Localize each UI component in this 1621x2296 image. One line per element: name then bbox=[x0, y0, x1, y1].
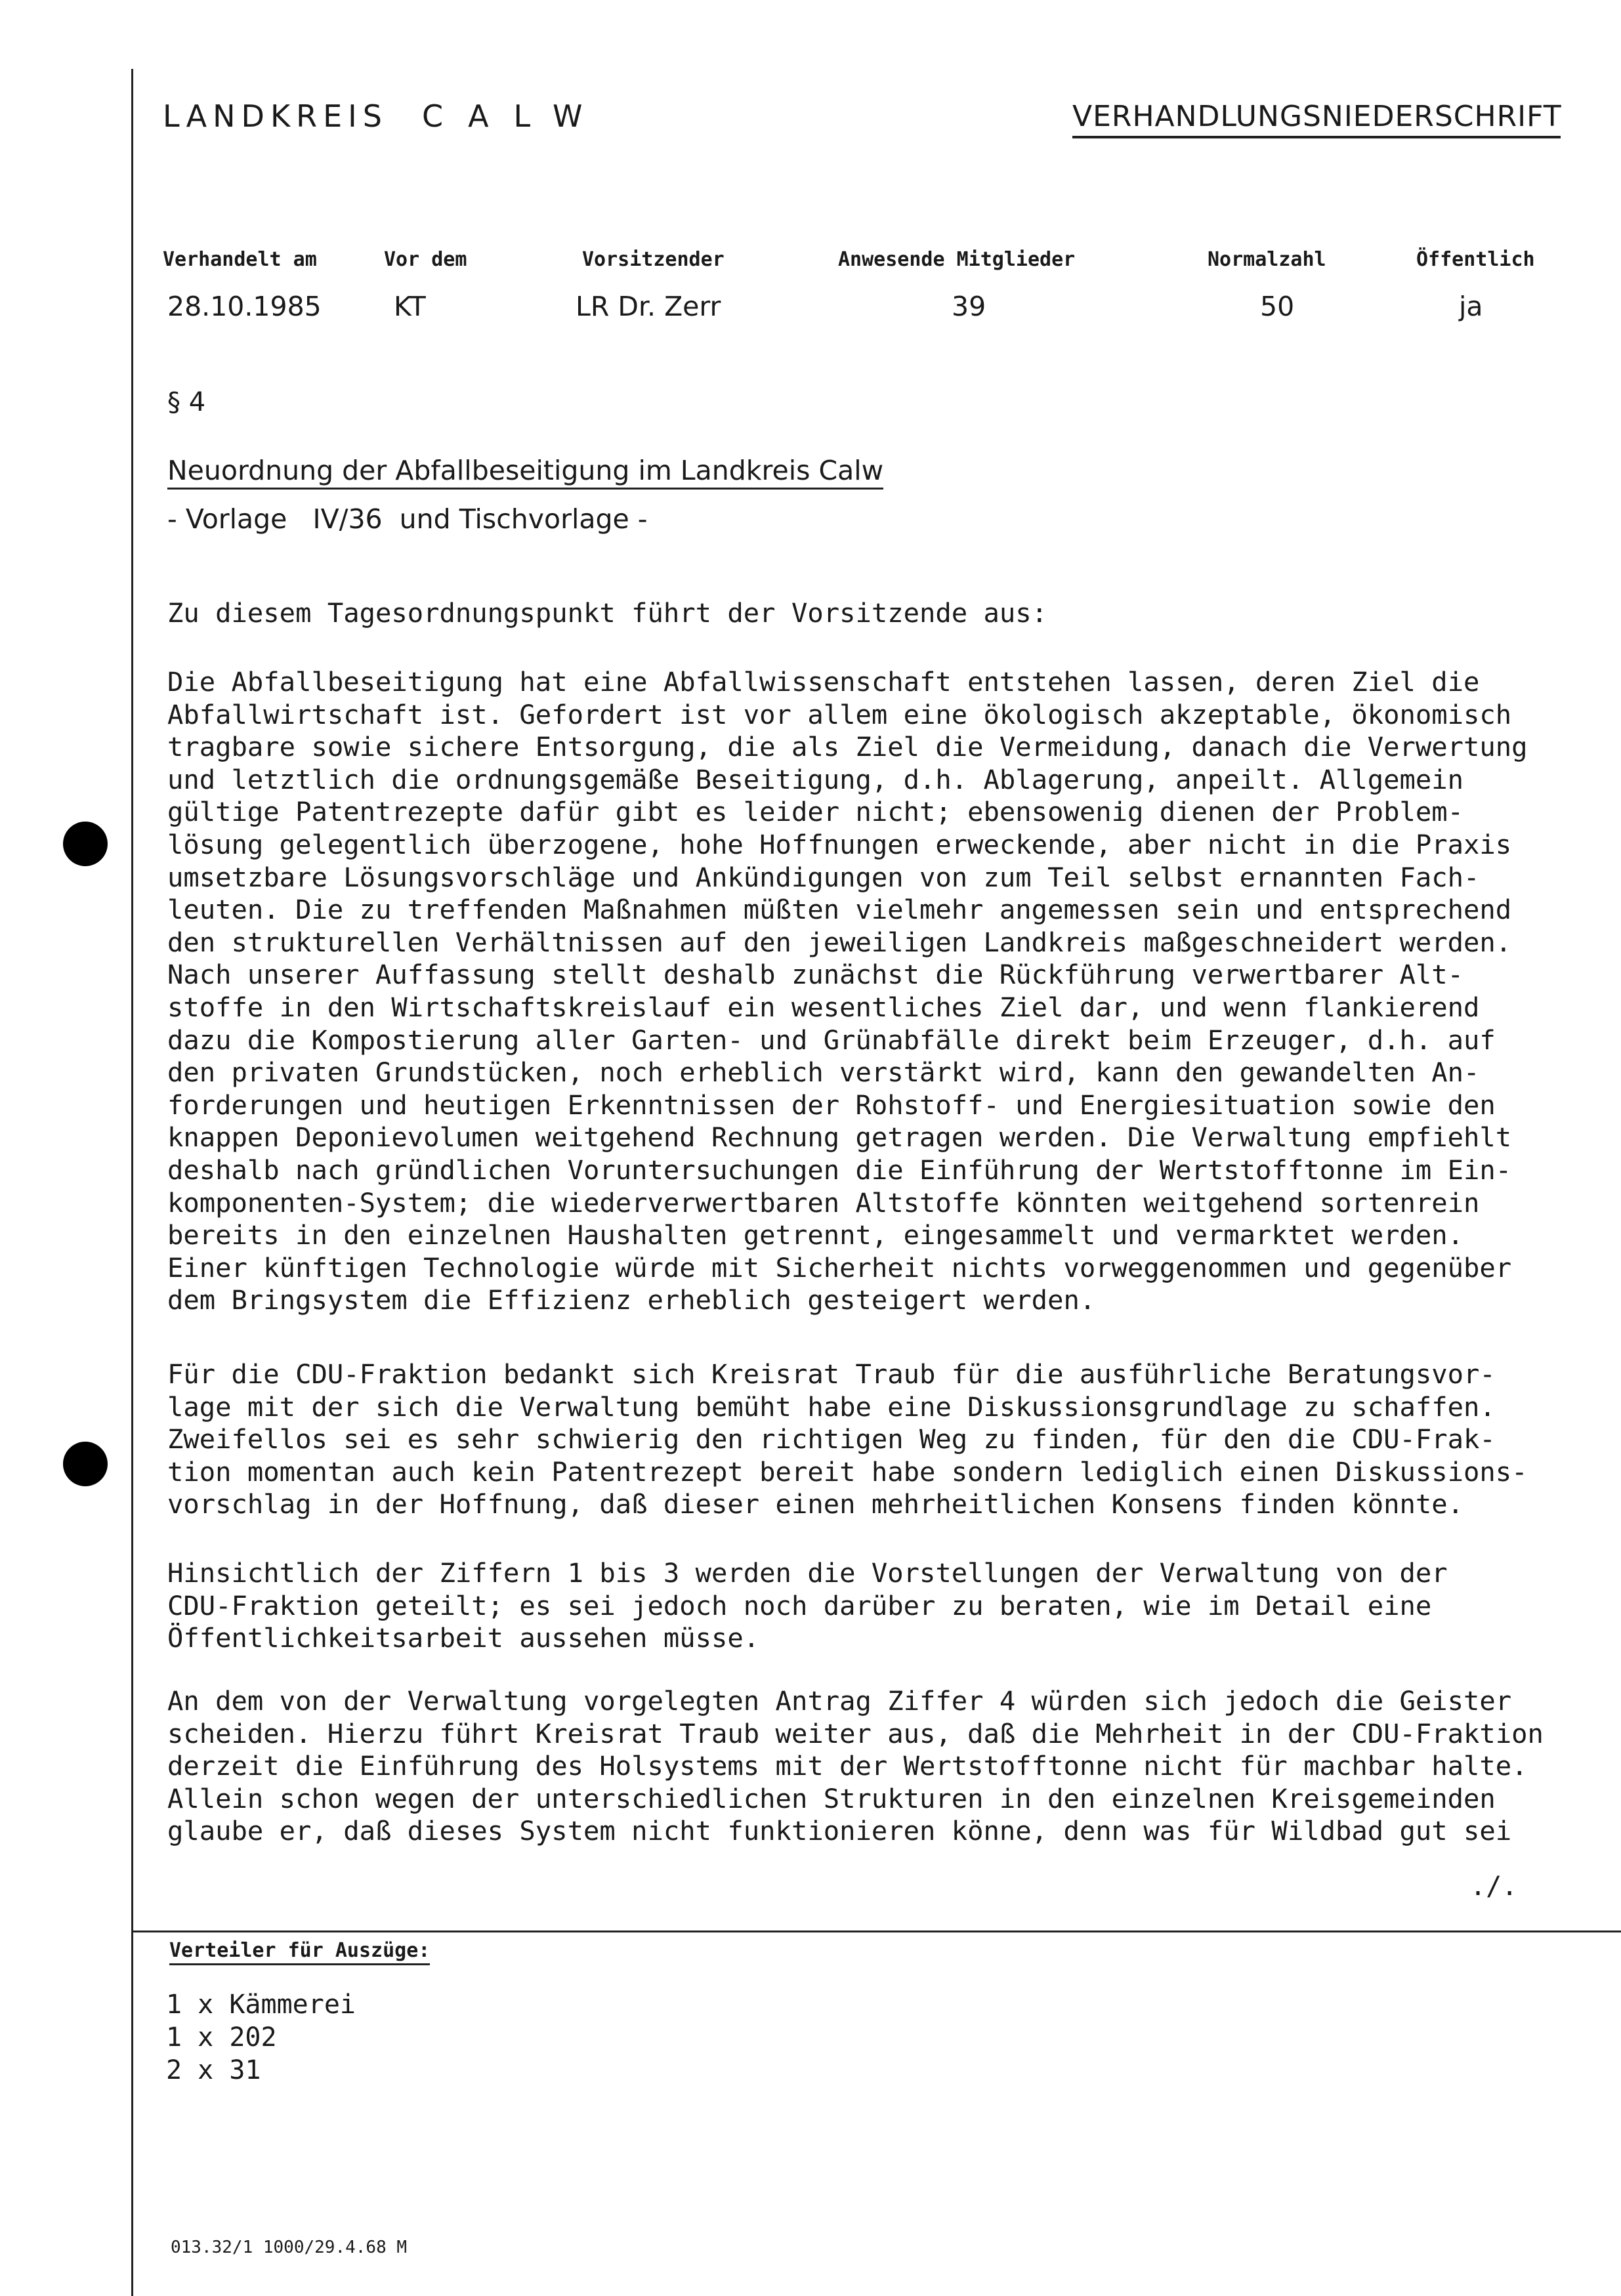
paragraph-chair-statement bbox=[167, 666, 1572, 1317]
text-line: tion momentan auch kein Patentrezept bereit habe sondern lediglich einen Diskussions- bbox=[167, 1455, 1528, 1488]
meta-value-body: KT bbox=[394, 291, 426, 322]
header-org bbox=[163, 98, 607, 134]
text-line: vorschlag in der Hoffnung, daß dieser einen mehrheitlichen Konsens finden könnte. bbox=[167, 1488, 1464, 1520]
meta-label-chair: Vorsitzender bbox=[582, 248, 725, 271]
text-line: deshalb nach gründlichen Voruntersuchungen die Einführung der Wertstofftonne im Ein- bbox=[167, 1154, 1512, 1186]
text-line: und letztlich die ordnungsgemäße Beseitigung, d.h. Ablagerung, anpeilt. Allgemein bbox=[167, 763, 1464, 795]
meta-value-date: 28.10.1985 bbox=[167, 291, 322, 322]
text-line: glaube er, daß dieses System nicht funktionieren könne, denn was für Wildbad gut sei bbox=[167, 1815, 1512, 1847]
paragraph-items-1-3 bbox=[167, 1557, 1572, 1655]
text-line: Öffentlichkeitsarbeit aussehen müsse. bbox=[167, 1622, 760, 1654]
meta-label-present: Anwesende Mitglieder bbox=[838, 248, 1076, 271]
form-code: 013.32/1 1000/29.4.68 M bbox=[171, 2238, 408, 2257]
distribution-item: 2 x 31 bbox=[166, 2055, 261, 2085]
distribution-heading: Verteiler für Auszüge: bbox=[169, 1939, 430, 1965]
text-line: Allein schon wegen der unterschiedlichen Strukturen in den einzelnen Kreisgemeinden bbox=[167, 1782, 1496, 1814]
section-number: § 4 bbox=[167, 387, 206, 417]
distribution-item: 1 x Kämmerei bbox=[166, 1990, 356, 2020]
org-place: CALW bbox=[421, 98, 608, 134]
meta-label-public: Öffentlich bbox=[1416, 248, 1535, 271]
text-line: Hinsichtlich der Ziffern 1 bis 3 werden die Vorstellungen der Verwaltung von der bbox=[167, 1557, 1448, 1589]
text-line: CDU-Fraktion geteilt; es sei jedoch noch darüber zu beraten, wie im Detail eine bbox=[167, 1589, 1432, 1621]
paragraph-item-4 bbox=[167, 1685, 1572, 1848]
text-line: gültige Patentrezepte dafür gibt es leider nicht; ebensowenig dienen der Problem- bbox=[167, 796, 1464, 828]
text-line: derzeit die Einführung des Holsystems mit der Wertstofftonne nicht für machbar halte. bbox=[167, 1750, 1528, 1782]
text-line: Zu diesem Tagesordnungspunkt führt der Vorsitzende aus: bbox=[167, 597, 1048, 629]
meta-label-body: Vor dem bbox=[384, 248, 467, 271]
org-name: LANDKREIS bbox=[163, 98, 388, 134]
meta-value-present: 39 bbox=[952, 291, 986, 322]
text-line: komponenten-System; die wiederverwertbaren Altstoffe könnten weitgehend sortenrein bbox=[167, 1186, 1480, 1219]
meta-value-normal: 50 bbox=[1260, 291, 1295, 322]
text-line: Für die CDU-Fraktion bedankt sich Kreisrat Traub für die ausführliche Beratungsvor- bbox=[167, 1358, 1496, 1390]
meta-label-normal: Normalzahl bbox=[1208, 248, 1326, 271]
distribution-item: 1 x 202 bbox=[166, 2022, 277, 2053]
text-line: stoffe in den Wirtschaftskreislauf ein wesentliches Ziel dar, und wenn flankierend bbox=[167, 991, 1480, 1023]
text-line: bereits in den einzelnen Haushalten getrennt, eingesammelt und vermarktet werden. bbox=[167, 1219, 1464, 1251]
text-line: Zweifellos sei es sehr schwierig den richtigen Weg zu finden, für den die CDU-Frak- bbox=[167, 1423, 1496, 1455]
continuation-mark: ./. bbox=[1470, 1871, 1518, 1902]
text-line: tragbare sowie sichere Entsorgung, die als Ziel die Vermeidung, danach die Verwertung bbox=[167, 731, 1528, 763]
left-margin-rule bbox=[131, 69, 133, 2296]
punch-hole-mark bbox=[63, 1442, 108, 1486]
text-line: lösung gelegentlich überzogene, hohe Hoffnungen erweckende, aber nicht in die Praxis bbox=[167, 828, 1512, 860]
text-line: leuten. Die zu treffenden Maßnahmen müßten vielmehr angemessen sein und entsprechend bbox=[167, 894, 1512, 926]
meta-value-chair: LR Dr. Zerr bbox=[576, 291, 721, 322]
paragraph-intro bbox=[167, 597, 1572, 630]
document-type: VERHANDLUNGSNIEDERSCHRIFT bbox=[1072, 100, 1561, 138]
text-line: Abfallwirtschaft ist. Gefordert ist vor allem eine ökologisch akzeptable, ökonomisch bbox=[167, 698, 1512, 730]
agenda-title: Neuordnung der Abfallbeseitigung im Landkreis Calw bbox=[167, 455, 883, 490]
text-line: dazu die Kompostierung aller Garten- und Grünabfälle direkt beim Erzeuger, d.h. auf bbox=[167, 1024, 1496, 1056]
meta-value-public: ja bbox=[1459, 291, 1483, 322]
text-line: Nach unserer Auffassung stellt deshalb zunächst die Rückführung verwertbarer Alt- bbox=[167, 959, 1464, 991]
text-line: umsetzbare Lösungsvorschläge und Ankündigungen von zum Teil selbst ernannten Fach- bbox=[167, 861, 1480, 893]
text-line: scheiden. Hierzu führt Kreisrat Traub weiter aus, daß die Mehrheit in der CDU-Fraktion bbox=[167, 1717, 1544, 1749]
text-line: dem Bringsystem die Effizienz erheblich gesteigert werden. bbox=[167, 1284, 1096, 1316]
text-line: Einer künftigen Technologie würde mit Sicherheit nichts vorweggenommen und gegenüber bbox=[167, 1251, 1512, 1284]
text-line: An dem von der Verwaltung vorgelegten Antrag Ziffer 4 würden sich jedoch die Geister bbox=[167, 1685, 1512, 1717]
text-line: Die Abfallbeseitigung hat eine Abfallwissenschaft entstehen lassen, deren Ziel die bbox=[167, 666, 1480, 698]
footer-separator-rule bbox=[131, 1931, 1621, 1932]
punch-hole-mark bbox=[63, 822, 108, 866]
text-line: lage mit der sich die Verwaltung bemüht habe eine Diskussionsgrundlage zu schaffen. bbox=[167, 1390, 1496, 1423]
distribution-list bbox=[166, 1988, 356, 2087]
meta-label-date: Verhandelt am bbox=[163, 248, 317, 271]
text-line: den privaten Grundstücken, noch erheblich verstärkt wird, kann den gewandelten An- bbox=[167, 1056, 1480, 1089]
text-line: forderungen und heutigen Erkenntnissen der Rohstoff- und Energiesituation sowie den bbox=[167, 1089, 1496, 1121]
paragraph-cdu-response bbox=[167, 1358, 1572, 1521]
agenda-subtitle: - Vorlage IV/36 und Tischvorlage - bbox=[167, 503, 648, 535]
text-line: den strukturellen Verhältnissen auf den jeweiligen Landkreis maßgeschneidert werden. bbox=[167, 926, 1512, 958]
text-line: knappen Deponievolumen weitgehend Rechnung getragen werden. Die Verwaltung empfiehlt bbox=[167, 1121, 1512, 1154]
